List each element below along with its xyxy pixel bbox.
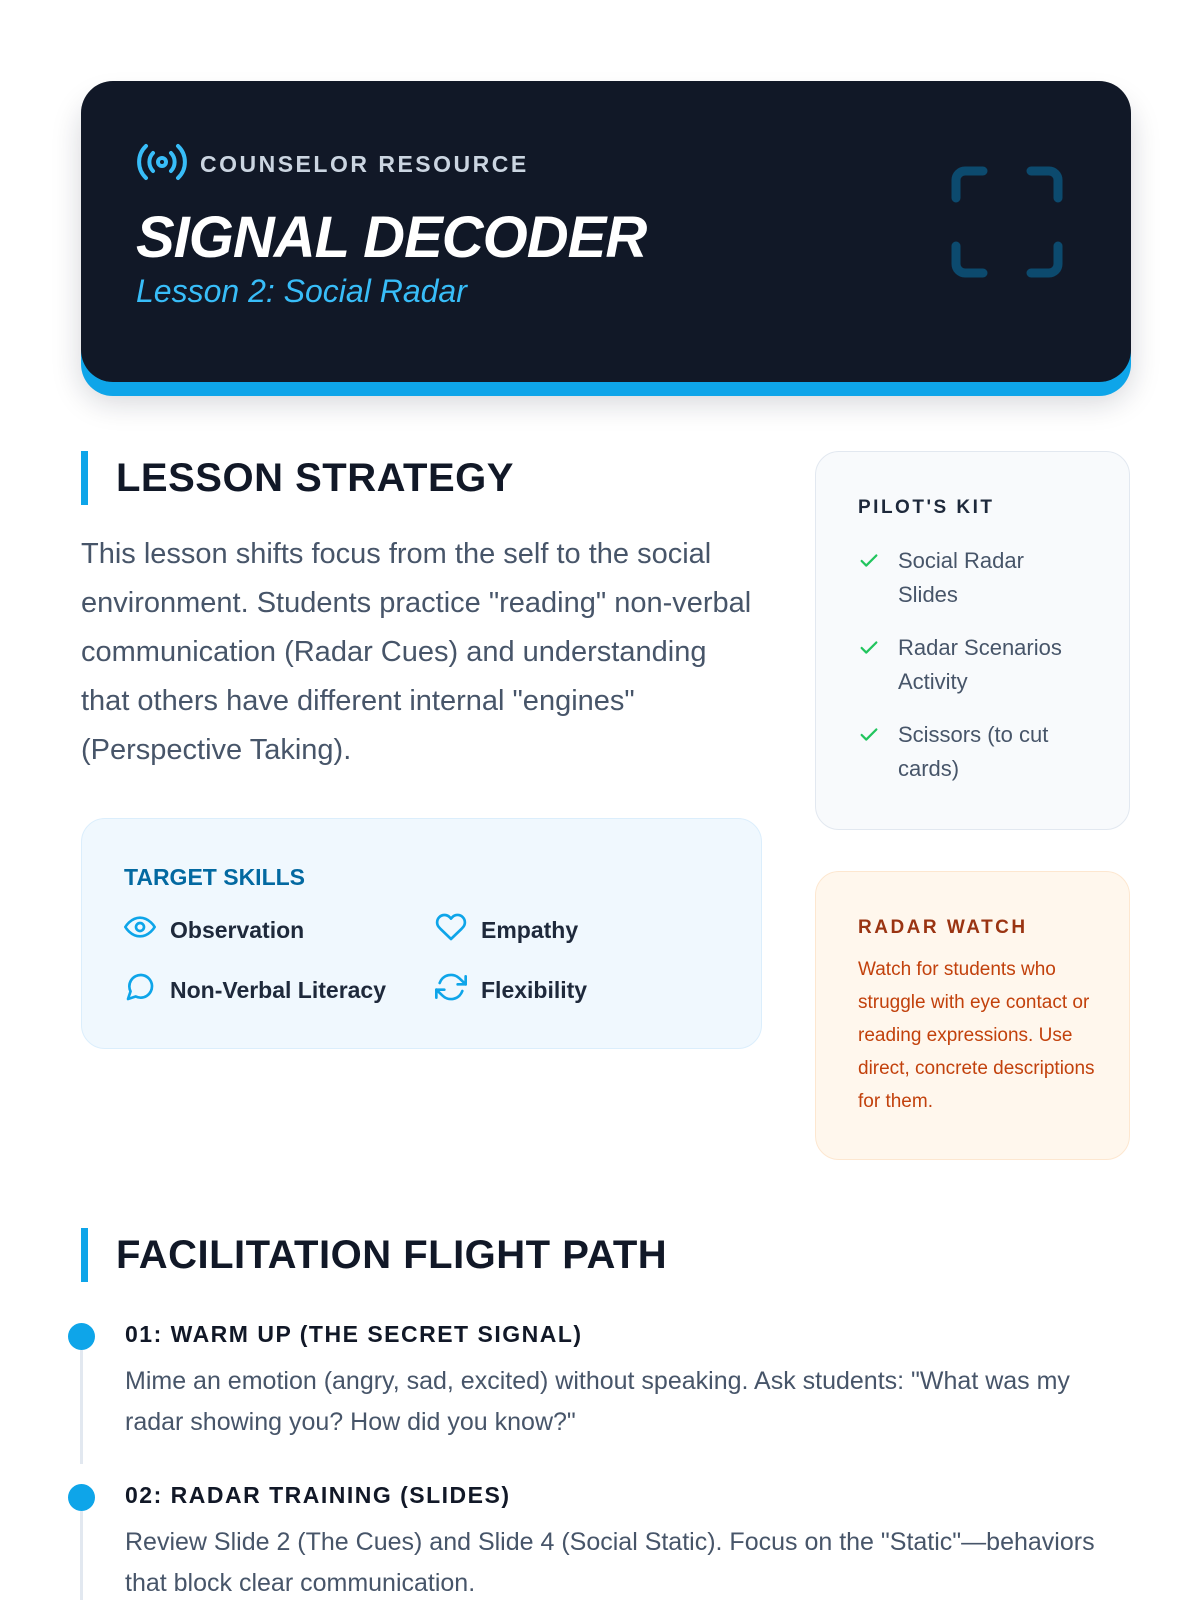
section-title: LESSON STRATEGY [116,455,514,500]
lesson-strategy-heading [81,451,514,505]
eye-icon [124,911,156,949]
skill-label: Observation [170,916,305,943]
flight-step [68,1321,1133,1443]
check-icon [858,718,882,786]
strategy-body: This lesson shifts focus from the self to the social environment. Students practice "reading" non-verbal communication (Radar Cues) and understanding that others have different internal "engines" (Perspective Taking). [81,538,752,766]
kit-item-label: Radar Scenarios Activity [898,635,1062,694]
timeline-line [80,1350,83,1464]
radar-watch-card [815,871,1130,1160]
kit-item [858,631,1088,699]
target-skills-card [81,818,762,1049]
skill-observation [124,911,304,949]
broadcast-signal-icon [136,142,188,187]
step-title: 02: RADAR TRAINING (SLIDES) [125,1482,511,1508]
kit-item [858,718,1088,786]
section-accent-bar [81,451,88,505]
speech-bubble-icon [124,971,156,1009]
timeline-dot [68,1323,95,1350]
timeline-dot [68,1484,95,1511]
pilots-kit-card [815,451,1130,830]
skill-empathy [435,911,578,949]
flight-path-heading [81,1228,667,1282]
skill-label: Flexibility [481,976,588,1003]
page-title: SIGNAL DECODER [136,205,647,270]
check-icon [858,544,882,612]
section-title: FACILITATION FLIGHT PATH [116,1232,668,1277]
section-accent-bar [81,1228,88,1282]
skill-flexibility [435,971,587,1009]
timeline-line [80,1511,83,1600]
page-subtitle: Lesson 2: Social Radar [136,273,467,309]
scan-frame-icon [951,166,1063,283]
skill-label: Non-Verbal Literacy [170,976,387,1003]
skills-title: TARGET SKILLS [124,864,306,890]
kit-item-label: Scissors (to cut cards) [898,722,1049,781]
heart-icon [435,911,467,949]
flight-step [68,1482,1133,1600]
watch-title: RADAR WATCH [858,917,1028,938]
step-title: 01: WARM UP (THE SECRET SIGNAL) [125,1321,583,1347]
skill-non-verbal-literacy [124,971,386,1009]
eyebrow [136,142,529,187]
kit-item-label: Social Radar Slides [898,548,1024,607]
check-icon [858,631,882,699]
refresh-icon [435,971,467,1009]
kit-item [858,544,1088,612]
step-text: Review Slide 2 (The Cues) and Slide 4 (Social Static). Focus on the "Static"—behaviors that block clear communication. [125,1528,1095,1597]
watch-text: Watch for students who struggle with eye contact or reading expressions. Use direct, concrete descriptions for them. [858,959,1095,1112]
skill-label: Empathy [481,916,579,943]
header-banner [81,81,1131,382]
eyebrow-label: COUNSELOR RESOURCE [200,151,529,177]
step-text: Mime an emotion (angry, sad, excited) without speaking. Ask students: "What was my radar showing you? How did you know?" [125,1367,1070,1436]
kit-title: PILOT'S KIT [858,497,995,518]
